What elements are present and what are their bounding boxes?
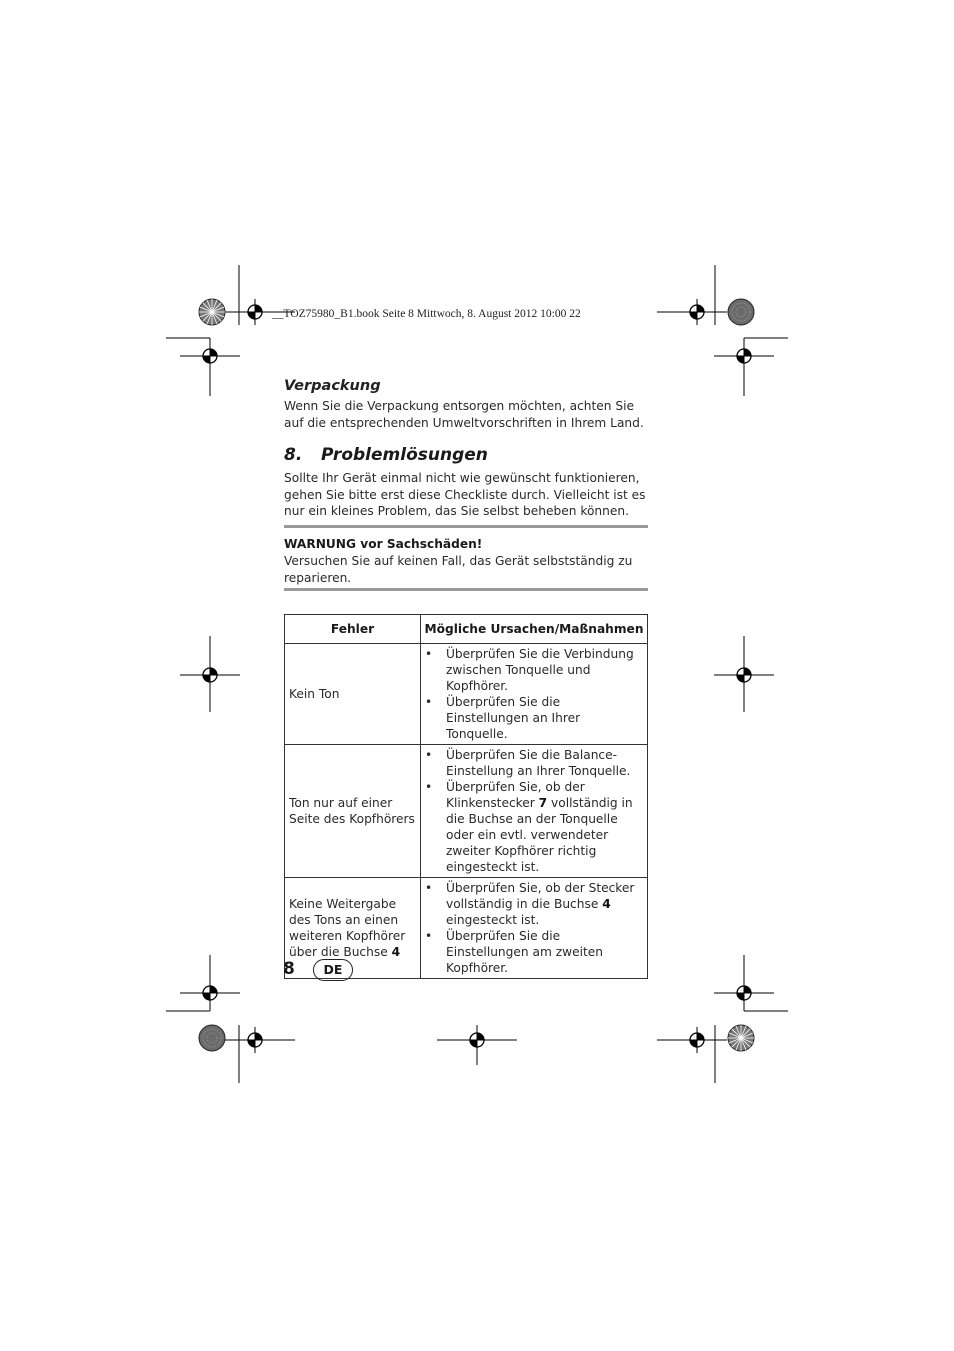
- table-row: [285, 644, 648, 745]
- packaging-heading: Verpackung: [284, 378, 381, 394]
- fault-cell: [285, 878, 421, 979]
- warning-text: Versuchen Sie auf keinen Fall, das Gerät selbstständig zu reparieren.: [284, 554, 633, 585]
- section-number: 8.: [284, 445, 303, 465]
- part-reference: 4: [391, 945, 401, 959]
- cause-item: • Überprüfen Sie die Einstellungen an Ihrer Tonquelle.: [421, 694, 644, 742]
- fault-cell: Ton nur auf einer Seite des Kopfhörers: [285, 745, 421, 878]
- section-heading: [284, 445, 488, 465]
- print-header-info: __TOZ75980_B1.book Seite 8 Mittwoch, 8. August 2012 10:00 22: [272, 308, 581, 320]
- cause-item: • Überprüfen Sie die Verbindung zwischen Tonquelle und Kopfhörer.: [421, 646, 644, 694]
- cause-item: [421, 880, 644, 928]
- language-badge: DE: [313, 959, 353, 981]
- fault-cell: Kein Ton: [285, 644, 421, 745]
- packaging-text: Wenn Sie die Verpackung entsorgen möchten, achten Sie auf die entsprechenden Umweltvorschriften in Ihrem Land.: [284, 399, 644, 430]
- causes-cell: [421, 745, 648, 878]
- header-causes: Mögliche Ursachen/Maßnahmen: [421, 615, 648, 644]
- warning-top-rule: [284, 525, 648, 528]
- causes-cell: [421, 878, 648, 979]
- part-reference: 7: [538, 796, 548, 810]
- page-number: 8: [283, 959, 295, 979]
- warning-bottom-rule: [284, 588, 648, 591]
- cause-item: [421, 779, 644, 875]
- table-header-row: [285, 615, 648, 644]
- section-title: Problemlösungen: [321, 445, 488, 465]
- cause-item: • Überprüfen Sie die Einstellungen am zweiten Kopfhörer.: [421, 928, 644, 976]
- troubleshooting-table: [284, 614, 648, 979]
- causes-cell: [421, 644, 648, 745]
- cause-text: Überprüfen Sie, ob der Stecker vollständig in die Buchse: [446, 881, 635, 911]
- part-reference: 4: [602, 897, 611, 911]
- cause-text: Überprüfen Sie, ob der Klinkenstecker: [446, 780, 585, 810]
- section-intro: Sollte Ihr Gerät einmal nicht wie gewünscht funktionieren, gehen Sie bitte erst diese Checkliste durch. Vielleicht ist es nur ein kleines Problem, das Sie selbst beheben können.: [284, 471, 646, 518]
- cause-text: eingesteckt ist.: [446, 913, 540, 927]
- cause-text: vollständig in die Buchse an der Tonquelle oder ein evtl. verwendeter zweiter Kopfhörer richtig eingesteckt ist.: [446, 796, 633, 874]
- header-fault: Fehler: [285, 615, 421, 644]
- table-row: [285, 745, 648, 878]
- warning-title: WARNUNG vor Sachschäden!: [284, 537, 483, 551]
- fault-text: Keine Weitergabe des Tons an einen weiteren Kopfhörer über die Buchse: [289, 897, 406, 959]
- cause-item: • Überprüfen Sie die Balance-Einstellung an Ihrer Tonquelle.: [421, 747, 644, 779]
